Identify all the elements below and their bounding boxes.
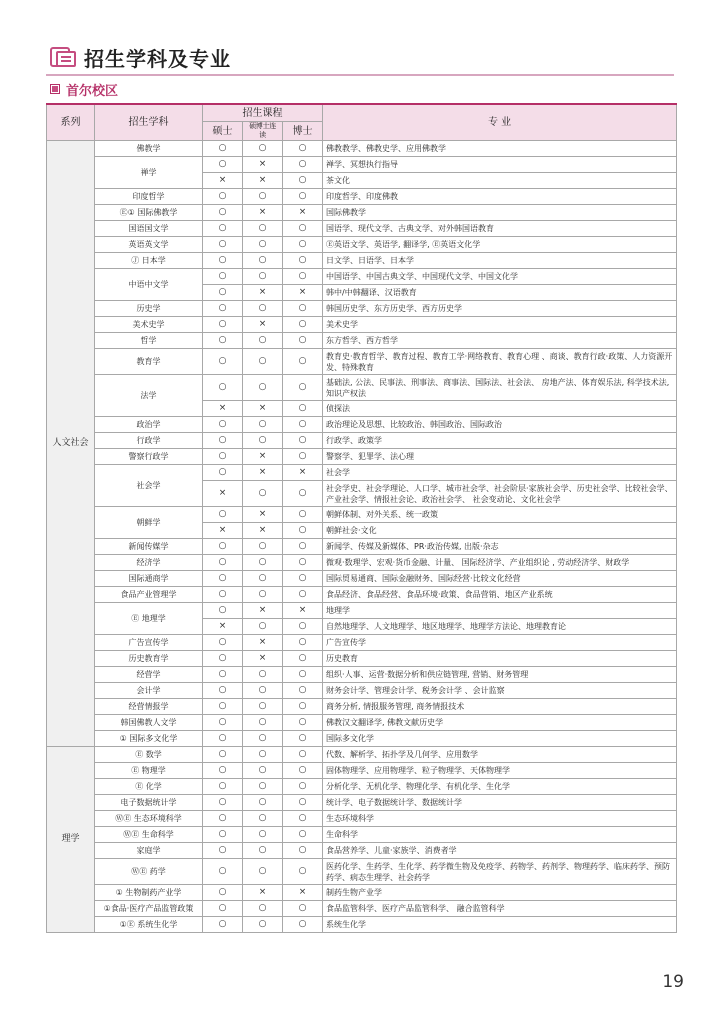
master-mark: ○ xyxy=(203,507,243,523)
dept-cell: ① 国际多文化学 xyxy=(95,731,203,747)
table-row xyxy=(47,449,677,465)
major-cell: 教育史·教育哲学、教育过程、教育工学·网络教育、教育心理 、商谈、教育行政·政策、人力资源开发、特殊教育 xyxy=(323,349,677,375)
doctor-mark: ○ xyxy=(283,811,323,827)
doctor-mark: ○ xyxy=(283,301,323,317)
table-row xyxy=(47,827,677,843)
dept-cell: 中语中文学 xyxy=(95,269,203,301)
dept-cell: Ⓔ 物理学 xyxy=(95,763,203,779)
master-mark: ○ xyxy=(203,237,243,253)
major-cell: 国际多文化学 xyxy=(323,731,677,747)
integrated-mark: × xyxy=(243,173,283,189)
master-mark: ○ xyxy=(203,571,243,587)
master-mark: ○ xyxy=(203,715,243,731)
integrated-mark: × xyxy=(243,317,283,333)
doctor-mark: ○ xyxy=(283,901,323,917)
dept-cell: 食品产业管理学 xyxy=(95,587,203,603)
doctor-mark: ○ xyxy=(283,401,323,417)
major-cell: 朝鲜体制、对外关系、统一政策 xyxy=(323,507,677,523)
master-mark: ○ xyxy=(203,539,243,555)
table-row xyxy=(47,349,677,375)
integrated-mark: ○ xyxy=(243,683,283,699)
major-cell: 警察学、犯罪学、法心理 xyxy=(323,449,677,465)
major-cell: 禅学、冥想执行指导 xyxy=(323,157,677,173)
table-row xyxy=(47,635,677,651)
doctor-mark: ○ xyxy=(283,375,323,401)
doctor-mark: ○ xyxy=(283,587,323,603)
doctor-mark: × xyxy=(283,603,323,619)
table-row xyxy=(47,433,677,449)
dept-cell: 教育学 xyxy=(95,349,203,375)
doctor-mark: × xyxy=(283,205,323,221)
master-mark: ○ xyxy=(203,285,243,301)
master-mark: × xyxy=(203,619,243,635)
header-course-group: 招生课程 xyxy=(203,104,323,122)
doctor-mark: ○ xyxy=(283,317,323,333)
title-rule xyxy=(46,74,674,76)
major-cell: 固体物理学、应用物理学、粒子物理学、天体物理学 xyxy=(323,763,677,779)
master-mark: ○ xyxy=(203,667,243,683)
master-mark: ○ xyxy=(203,221,243,237)
master-mark: ○ xyxy=(203,885,243,901)
master-mark: ○ xyxy=(203,603,243,619)
dept-cell: Ⓔ 数学 xyxy=(95,747,203,763)
doctor-mark: ○ xyxy=(283,539,323,555)
doctor-mark: ○ xyxy=(283,555,323,571)
table-row xyxy=(47,763,677,779)
major-cell: 佛教教学、佛教史学、应用佛教学 xyxy=(323,141,677,157)
major-cell: 佛教汉文翻译学, 佛教文献历史学 xyxy=(323,715,677,731)
doctor-mark: ○ xyxy=(283,843,323,859)
section-header xyxy=(50,40,231,74)
doctor-mark: ○ xyxy=(283,763,323,779)
doctor-mark: ○ xyxy=(283,449,323,465)
master-mark: ○ xyxy=(203,811,243,827)
master-mark: ○ xyxy=(203,699,243,715)
master-mark: ○ xyxy=(203,635,243,651)
integrated-mark: × xyxy=(243,885,283,901)
dept-cell: 历史学 xyxy=(95,301,203,317)
integrated-mark: ○ xyxy=(243,715,283,731)
major-cell: 食品经济、食品经营、食品环境·政策、食品营销、地区产业系统 xyxy=(323,587,677,603)
doctor-mark: ○ xyxy=(283,731,323,747)
doctor-mark: ○ xyxy=(283,333,323,349)
dept-cell: 国语国文学 xyxy=(95,221,203,237)
master-mark: ○ xyxy=(203,901,243,917)
major-cell: 分析化学、无机化学、物理化学、有机化学、生化学 xyxy=(323,779,677,795)
doctor-mark: ○ xyxy=(283,795,323,811)
doctor-mark: ○ xyxy=(283,253,323,269)
dept-cell: 禅学 xyxy=(95,157,203,189)
master-mark: × xyxy=(203,523,243,539)
master-mark: ○ xyxy=(203,651,243,667)
doctor-mark: ○ xyxy=(283,715,323,731)
major-cell: 生命科学 xyxy=(323,827,677,843)
table-row xyxy=(47,747,677,763)
dept-cell: ⓌⒺ 生态环境科学 xyxy=(95,811,203,827)
major-cell: 东方哲学、西方哲学 xyxy=(323,333,677,349)
integrated-mark: ○ xyxy=(243,779,283,795)
integrated-mark: ○ xyxy=(243,731,283,747)
dept-cell: 佛教学 xyxy=(95,141,203,157)
table-row xyxy=(47,667,677,683)
table-row xyxy=(47,779,677,795)
integrated-mark: ○ xyxy=(243,763,283,779)
table-row xyxy=(47,811,677,827)
master-mark: ○ xyxy=(203,827,243,843)
master-mark: ○ xyxy=(203,349,243,375)
major-cell: 组织·人事、运营·数据分析和供应链管理, 营销、财务管理 xyxy=(323,667,677,683)
dept-cell: 会计学 xyxy=(95,683,203,699)
major-cell: 食品营养学、儿童·家族学、消费者学 xyxy=(323,843,677,859)
table-row xyxy=(47,587,677,603)
doctor-mark: ○ xyxy=(283,747,323,763)
dept-cell: 朝鲜学 xyxy=(95,507,203,539)
integrated-mark: ○ xyxy=(243,417,283,433)
table-row xyxy=(47,539,677,555)
master-mark: ○ xyxy=(203,157,243,173)
table-row xyxy=(47,843,677,859)
table-row xyxy=(47,237,677,253)
dept-cell: 韩国佛教人文学 xyxy=(95,715,203,731)
integrated-mark: × xyxy=(243,449,283,465)
doctor-mark: ○ xyxy=(283,779,323,795)
master-mark: ○ xyxy=(203,465,243,481)
doctor-mark: ○ xyxy=(283,917,323,933)
major-cell: 医药化学、生药学、生化学、药学微生物及免疫学、药物学、药剂学、物理药学、临床药学、预防药学、病态生理学、社会药学 xyxy=(323,859,677,885)
campus-label: 首尔校区 xyxy=(66,83,119,99)
table-row xyxy=(47,333,677,349)
integrated-mark: ○ xyxy=(243,667,283,683)
doctor-mark: ○ xyxy=(283,859,323,885)
table-row xyxy=(47,141,677,157)
integrated-mark: ○ xyxy=(243,539,283,555)
major-cell: 社会学史、社会学理论、人口学、城市社会学、社会阶层·家族社会学、历史社会学、比较社会学、产业社会学、情报社会论、政治社会学、 社会变动论、文化社会学 xyxy=(323,481,677,507)
category-science: 理学 xyxy=(47,747,95,933)
major-cell: 微观·数理学、宏观·货币金融、计量、 国际经济学、产业组织论 , 劳动经济学、财政学 xyxy=(323,555,677,571)
dept-cell: ⓌⒺ 药学 xyxy=(95,859,203,885)
dept-cell: 历史教育学 xyxy=(95,651,203,667)
integrated-mark: × xyxy=(243,651,283,667)
dept-cell: 新闻传媒学 xyxy=(95,539,203,555)
integrated-mark: × xyxy=(243,285,283,301)
table-row xyxy=(47,317,677,333)
table-row xyxy=(47,157,677,173)
doctor-mark: ○ xyxy=(283,221,323,237)
master-mark: ○ xyxy=(203,763,243,779)
doctor-mark: ○ xyxy=(283,667,323,683)
integrated-mark: ○ xyxy=(243,237,283,253)
integrated-mark: ○ xyxy=(243,917,283,933)
doctor-mark: × xyxy=(283,885,323,901)
integrated-mark: ○ xyxy=(243,481,283,507)
integrated-mark: ○ xyxy=(243,221,283,237)
table-row xyxy=(47,683,677,699)
integrated-mark: ○ xyxy=(243,747,283,763)
doctor-mark: ○ xyxy=(283,571,323,587)
dept-cell: ①食品·医疗产品监管政策 xyxy=(95,901,203,917)
integrated-mark: ○ xyxy=(243,555,283,571)
master-mark: ○ xyxy=(203,417,243,433)
doctor-mark: ○ xyxy=(283,417,323,433)
header-category: 系列 xyxy=(47,104,95,141)
major-cell: 朝鲜社会·文化 xyxy=(323,523,677,539)
integrated-mark: ○ xyxy=(243,301,283,317)
master-mark: ○ xyxy=(203,205,243,221)
page-number: 19 xyxy=(662,972,684,992)
admission-table xyxy=(46,103,677,933)
integrated-mark: × xyxy=(243,205,283,221)
major-cell: 国语学、现代文学、古典文学、对外韩国语教育 xyxy=(323,221,677,237)
major-cell: 印度哲学、印度佛教 xyxy=(323,189,677,205)
table-row xyxy=(47,603,677,619)
master-mark: ○ xyxy=(203,433,243,449)
major-cell: 制药生物产业学 xyxy=(323,885,677,901)
doctor-mark: ○ xyxy=(283,433,323,449)
major-cell: 统计学、电子数据统计学、数据统计学 xyxy=(323,795,677,811)
integrated-mark: ○ xyxy=(243,619,283,635)
master-mark: ○ xyxy=(203,253,243,269)
integrated-mark: × xyxy=(243,523,283,539)
major-cell: 美术史学 xyxy=(323,317,677,333)
table-row xyxy=(47,269,677,285)
table-row xyxy=(47,901,677,917)
master-mark: ○ xyxy=(203,375,243,401)
major-cell: 茶文化 xyxy=(323,173,677,189)
master-mark: ○ xyxy=(203,269,243,285)
integrated-mark: ○ xyxy=(243,827,283,843)
table-row xyxy=(47,465,677,481)
doctor-mark: ○ xyxy=(283,651,323,667)
integrated-mark: ○ xyxy=(243,843,283,859)
integrated-mark: ○ xyxy=(243,269,283,285)
integrated-mark: × xyxy=(243,635,283,651)
integrated-mark: ○ xyxy=(243,333,283,349)
header-department: 招生学科 xyxy=(95,104,203,141)
integrated-mark: × xyxy=(243,603,283,619)
major-cell: 系统生化学 xyxy=(323,917,677,933)
master-mark: ○ xyxy=(203,747,243,763)
table-row xyxy=(47,731,677,747)
dept-cell: 法学 xyxy=(95,375,203,417)
doctor-mark: × xyxy=(283,285,323,301)
master-mark: ○ xyxy=(203,449,243,465)
integrated-mark: ○ xyxy=(243,699,283,715)
master-mark: ○ xyxy=(203,317,243,333)
master-mark: × xyxy=(203,481,243,507)
table-row xyxy=(47,507,677,523)
table-row xyxy=(47,221,677,237)
document-icon xyxy=(50,46,76,68)
master-mark: ○ xyxy=(203,795,243,811)
major-cell: 财务会计学、管理会计学、税务会计学 、会计监察 xyxy=(323,683,677,699)
integrated-mark: ○ xyxy=(243,433,283,449)
master-mark: ○ xyxy=(203,301,243,317)
table-row xyxy=(47,253,677,269)
table-row xyxy=(47,571,677,587)
doctor-mark: ○ xyxy=(283,481,323,507)
major-cell: 新闻学、传媒及新媒体、PR·政治传媒, 出版·杂志 xyxy=(323,539,677,555)
master-mark: ○ xyxy=(203,843,243,859)
table-row xyxy=(47,699,677,715)
major-cell: 地理学 xyxy=(323,603,677,619)
category-humanities: 人文社会 xyxy=(47,141,95,747)
dept-cell: Ⓔ① 国际佛教学 xyxy=(95,205,203,221)
header-integrated: 硕博士连读 xyxy=(243,122,283,141)
major-cell: 日文学、日语学、日本学 xyxy=(323,253,677,269)
integrated-mark: ○ xyxy=(243,587,283,603)
header-doctor: 博士 xyxy=(283,122,323,141)
dept-cell: 哲学 xyxy=(95,333,203,349)
header-major: 专 业 xyxy=(323,104,677,141)
table-row xyxy=(47,715,677,731)
major-cell: Ⓔ英语文学、英语学, 翻译学, Ⓔ英语文化学 xyxy=(323,237,677,253)
major-cell: 政治理论及思想、比较政治、韩国政治、国际政治 xyxy=(323,417,677,433)
doctor-mark: ○ xyxy=(283,523,323,539)
major-cell: 国际贸易通商、国际金融财务、国际经营·比较文化经营 xyxy=(323,571,677,587)
dept-cell: ①Ⓔ 系统生化学 xyxy=(95,917,203,933)
major-cell: 侦探法 xyxy=(323,401,677,417)
dept-cell: ① 生物制药产业学 xyxy=(95,885,203,901)
dept-cell: Ⓔ 地理学 xyxy=(95,603,203,635)
master-mark: × xyxy=(203,401,243,417)
master-mark: ○ xyxy=(203,731,243,747)
integrated-mark: ○ xyxy=(243,375,283,401)
doctor-mark: ○ xyxy=(283,635,323,651)
integrated-mark: ○ xyxy=(243,141,283,157)
dept-cell: 经济学 xyxy=(95,555,203,571)
doctor-mark: ○ xyxy=(283,141,323,157)
integrated-mark: ○ xyxy=(243,349,283,375)
doctor-mark: ○ xyxy=(283,619,323,635)
dept-cell: 家庭学 xyxy=(95,843,203,859)
master-mark: ○ xyxy=(203,917,243,933)
integrated-mark: ○ xyxy=(243,859,283,885)
table-row xyxy=(47,417,677,433)
integrated-mark: ○ xyxy=(243,189,283,205)
major-cell: 行政学、政策学 xyxy=(323,433,677,449)
campus-heading xyxy=(50,80,118,98)
master-mark: ○ xyxy=(203,555,243,571)
master-mark: ○ xyxy=(203,683,243,699)
dept-cell: ⓌⒺ 生命科学 xyxy=(95,827,203,843)
master-mark: ○ xyxy=(203,859,243,885)
table-row xyxy=(47,205,677,221)
dept-cell: 国际通商学 xyxy=(95,571,203,587)
integrated-mark: × xyxy=(243,465,283,481)
doctor-mark: ○ xyxy=(283,189,323,205)
doctor-mark: ○ xyxy=(283,683,323,699)
major-cell: 中国语学、中国古典文学、中国现代文学、中国文化学 xyxy=(323,269,677,285)
table-row xyxy=(47,917,677,933)
doctor-mark: ○ xyxy=(283,827,323,843)
master-mark: ○ xyxy=(203,779,243,795)
table-row xyxy=(47,859,677,885)
doctor-mark: ○ xyxy=(283,699,323,715)
table-row xyxy=(47,189,677,205)
integrated-mark: × xyxy=(243,401,283,417)
dept-cell: 电子数据统计学 xyxy=(95,795,203,811)
major-cell: 商务分析, 情报服务管理, 商务情报技术 xyxy=(323,699,677,715)
major-cell: 代数、解析学、拓扑学及几何学、应用数学 xyxy=(323,747,677,763)
integrated-mark: ○ xyxy=(243,811,283,827)
header-master: 硕士 xyxy=(203,122,243,141)
integrated-mark: × xyxy=(243,507,283,523)
major-cell: 食品监管科学、医疗产品监管科学、 融合监管科学 xyxy=(323,901,677,917)
dept-cell: 警察行政学 xyxy=(95,449,203,465)
page-title: 招生学科及专业 xyxy=(84,46,231,71)
doctor-mark: ○ xyxy=(283,173,323,189)
dept-cell: Ⓔ 化学 xyxy=(95,779,203,795)
doctor-mark: ○ xyxy=(283,507,323,523)
major-cell: 基础法, 公法、民事法、刑事法、商事法、国际法、社会法、 房地产法、体育娱乐法, 科学技术法, 知识产权法 xyxy=(323,375,677,401)
table-row xyxy=(47,651,677,667)
dept-cell: 美术史学 xyxy=(95,317,203,333)
dept-cell: 经营学 xyxy=(95,667,203,683)
table-row xyxy=(47,885,677,901)
major-cell: 历史教育 xyxy=(323,651,677,667)
dept-cell: 广告宣传学 xyxy=(95,635,203,651)
major-cell: 韩国历史学、东方历史学、西方历史学 xyxy=(323,301,677,317)
integrated-mark: ○ xyxy=(243,795,283,811)
table-row xyxy=(47,375,677,401)
dept-cell: 政治学 xyxy=(95,417,203,433)
integrated-mark: ○ xyxy=(243,571,283,587)
table-row xyxy=(47,301,677,317)
dept-cell: 经营情报学 xyxy=(95,699,203,715)
integrated-mark: ○ xyxy=(243,901,283,917)
table-row xyxy=(47,795,677,811)
table-row xyxy=(47,555,677,571)
major-cell: 自然地理学、人文地理学、地区地理学、地理学方法论、地理教育论 xyxy=(323,619,677,635)
dept-cell: 英语英文学 xyxy=(95,237,203,253)
doctor-mark: × xyxy=(283,465,323,481)
integrated-mark: ○ xyxy=(243,253,283,269)
doctor-mark: ○ xyxy=(283,157,323,173)
square-bullet-icon xyxy=(50,84,60,94)
doctor-mark: ○ xyxy=(283,349,323,375)
major-cell: 广告宣传学 xyxy=(323,635,677,651)
master-mark: × xyxy=(203,173,243,189)
master-mark: ○ xyxy=(203,333,243,349)
master-mark: ○ xyxy=(203,587,243,603)
dept-cell: Ⓙ 日本学 xyxy=(95,253,203,269)
integrated-mark: × xyxy=(243,157,283,173)
doctor-mark: ○ xyxy=(283,269,323,285)
dept-cell: 行政学 xyxy=(95,433,203,449)
master-mark: ○ xyxy=(203,141,243,157)
major-cell: 社会学 xyxy=(323,465,677,481)
master-mark: ○ xyxy=(203,189,243,205)
major-cell: 韩中/中韩翻译、汉语教育 xyxy=(323,285,677,301)
dept-cell: 社会学 xyxy=(95,465,203,507)
major-cell: 国际佛教学 xyxy=(323,205,677,221)
dept-cell: 印度哲学 xyxy=(95,189,203,205)
major-cell: 生态环境科学 xyxy=(323,811,677,827)
doctor-mark: ○ xyxy=(283,237,323,253)
